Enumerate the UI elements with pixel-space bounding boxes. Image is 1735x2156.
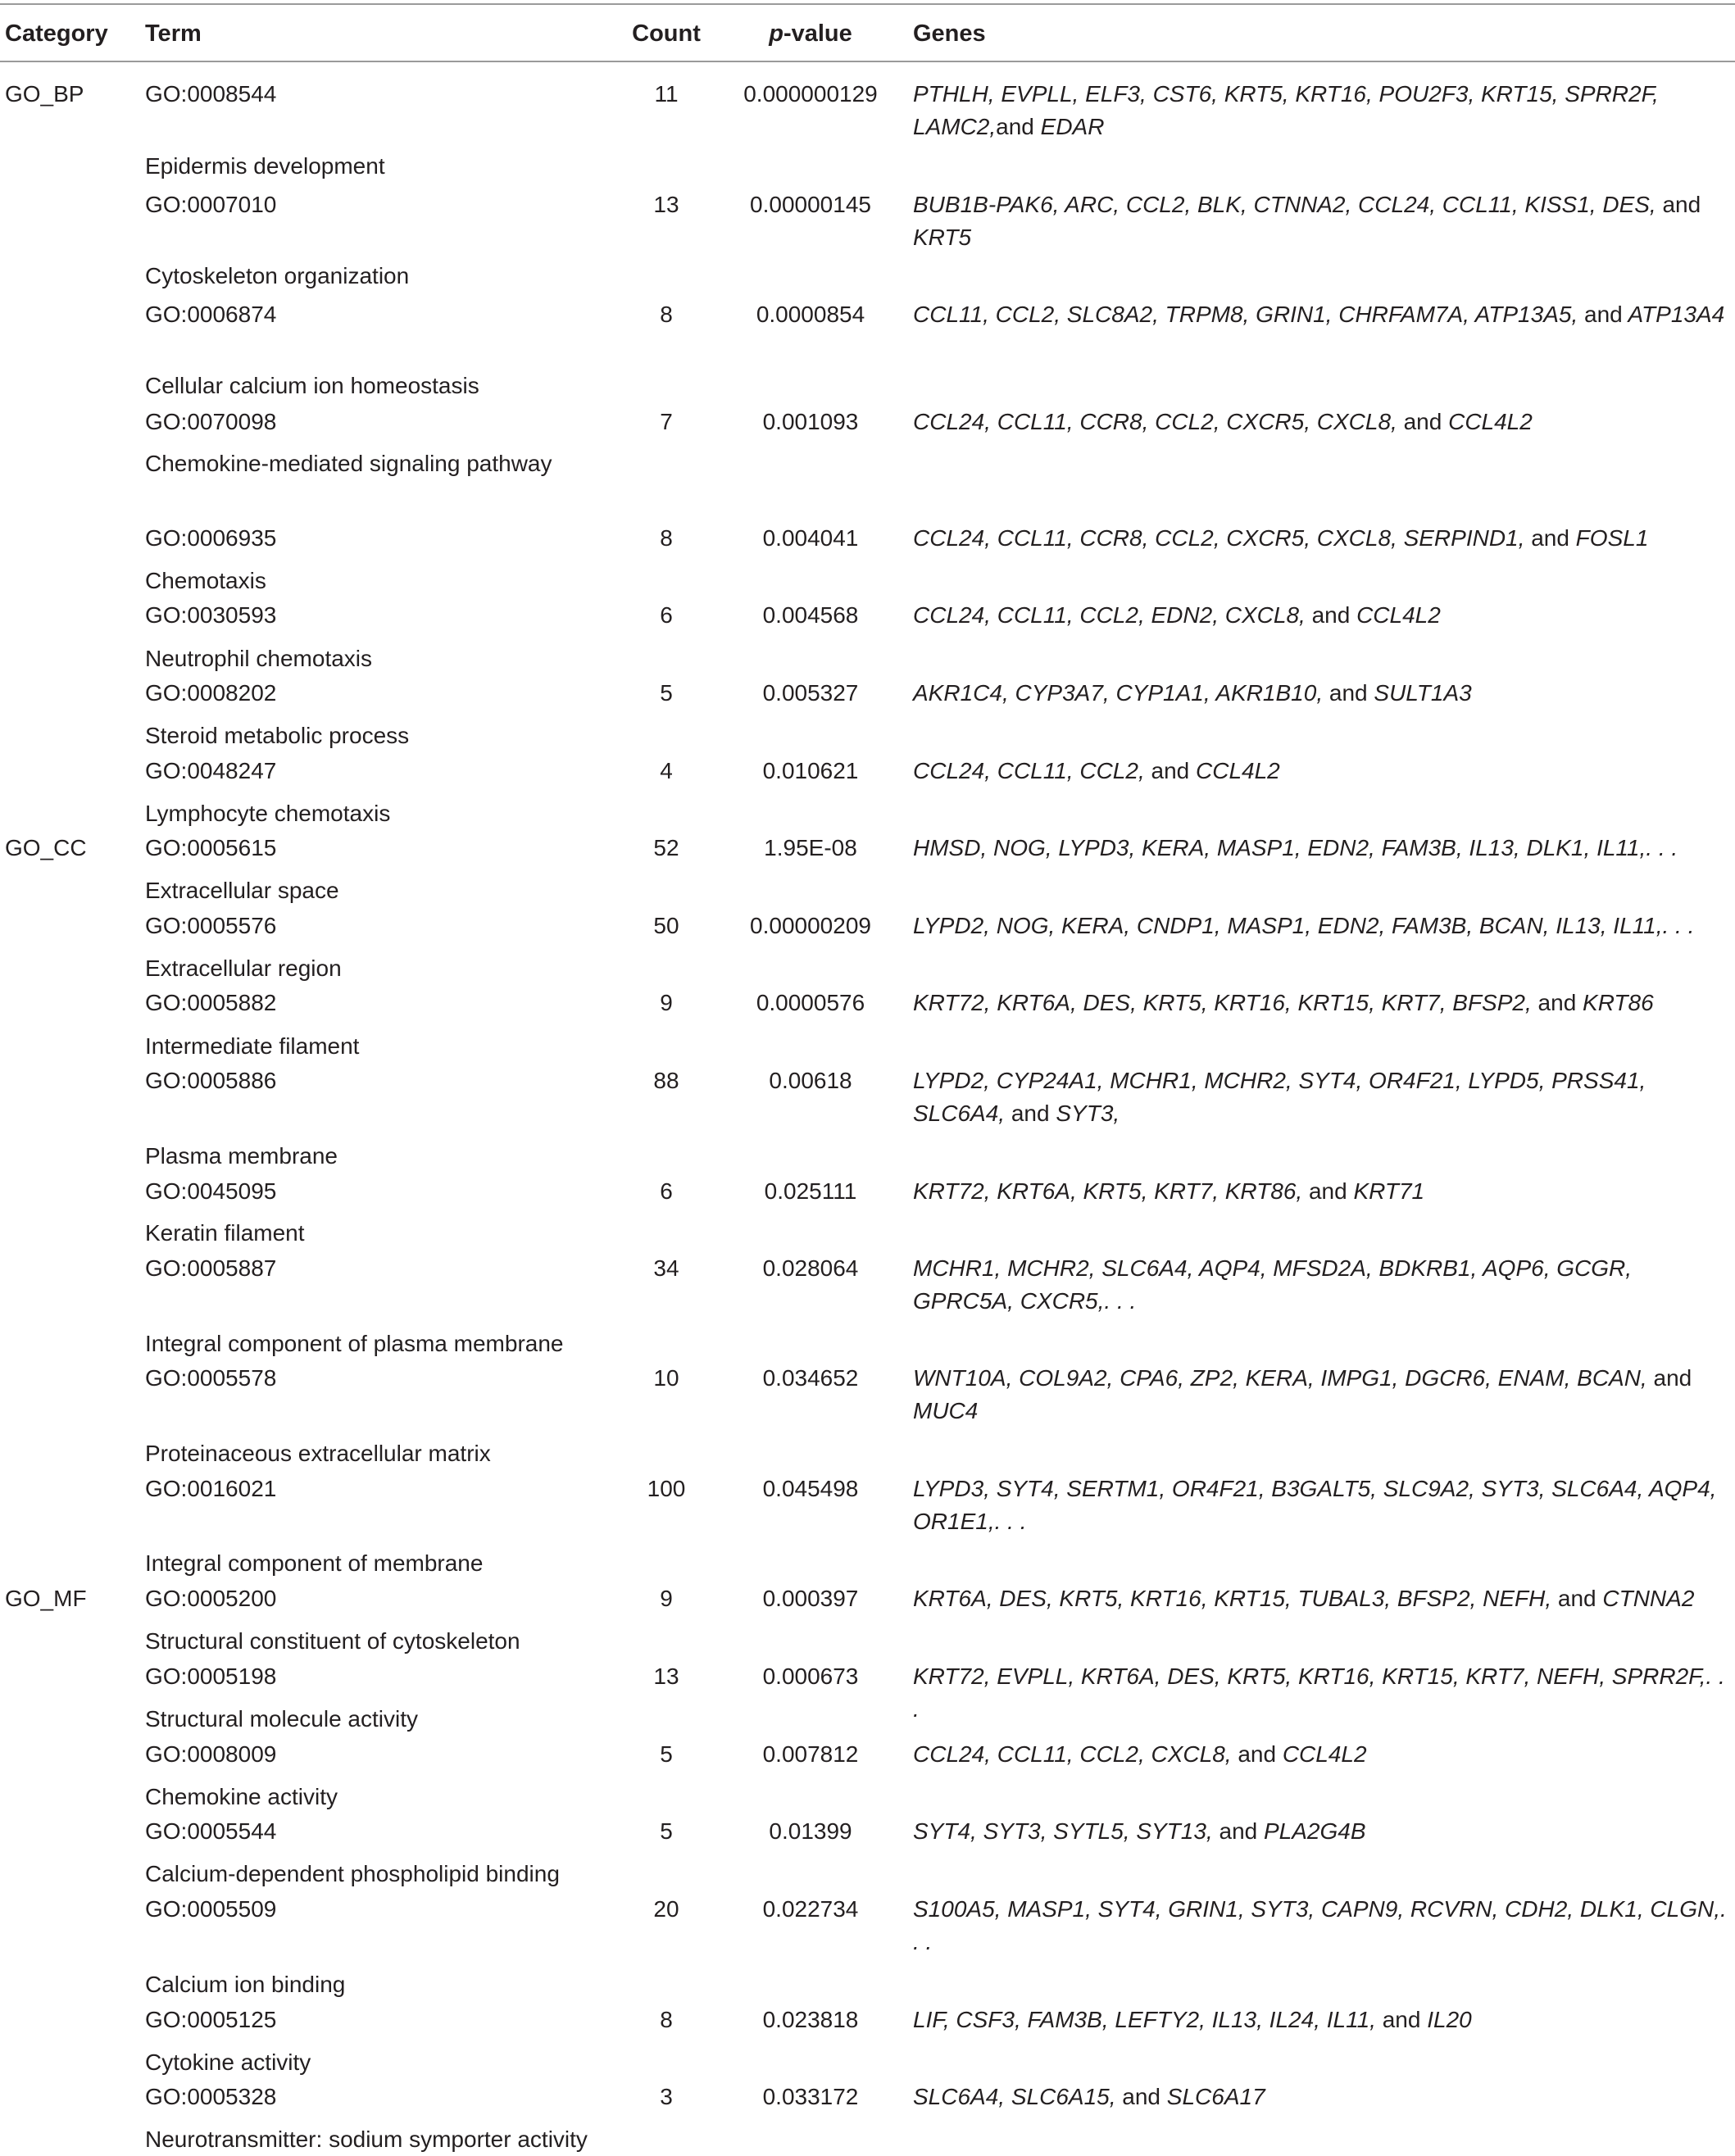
header-term: Term — [145, 20, 202, 47]
count-cell: 13 — [653, 1664, 679, 1689]
genes-cell — [913, 832, 1733, 865]
genes-text: LYPD2, CYP24A1, MCHR1, MCHR2, SYT4, OR4F21, LYPD5, PRSS41, SLC6A4, and SYT3, — [913, 1068, 1646, 1126]
genes-cell — [913, 2081, 1733, 2113]
go-id-cell: GO:0008202 — [145, 680, 277, 706]
count-cell: 11 — [654, 81, 679, 107]
go-id-cell: GO:0045095 — [145, 1178, 277, 1204]
term-name-cell: Steroid metabolic process — [145, 723, 410, 748]
genes-cell — [913, 1252, 1733, 1318]
count-cell: 5 — [660, 1741, 673, 1767]
pvalue-cell: 0.010621 — [762, 758, 859, 783]
go-id-cell: GO:0016021 — [145, 1476, 277, 1501]
genes-cell — [913, 298, 1733, 331]
genes-cell — [913, 987, 1733, 1019]
pvalue-cell: 0.033172 — [762, 2084, 859, 2109]
count-cell: 6 — [660, 602, 673, 628]
go-id-cell: GO:0005544 — [145, 1818, 277, 1844]
genes-cell — [913, 78, 1733, 143]
go-id-cell: GO:0005200 — [145, 1586, 277, 1611]
genes-cell — [913, 522, 1733, 555]
genes-cell — [913, 599, 1733, 632]
pvalue-cell: 0.023818 — [762, 2007, 859, 2032]
term-name-cell: Plasma membrane — [145, 1143, 338, 1169]
count-cell: 88 — [653, 1068, 679, 1093]
term-name-cell: Integral component of plasma membrane — [145, 1331, 564, 1356]
go-id-cell: GO:0008009 — [145, 1741, 277, 1767]
term-name-cell: Keratin filament — [145, 1220, 305, 1246]
genes-text: CCL24, CCL11, CCL2, CXCL8, and CCL4L2 — [913, 1741, 1367, 1767]
genes-text: SLC6A4, SLC6A15, and SLC6A17 — [913, 2084, 1265, 2109]
term-name-cell: Cytoskeleton organization — [145, 263, 410, 288]
pvalue-cell: 0.000000129 — [743, 81, 878, 107]
category-cell: GO_BP — [5, 81, 84, 107]
term-name-cell: Epidermis development — [145, 153, 385, 179]
genes-cell — [913, 188, 1733, 254]
genes-cell — [913, 1362, 1733, 1427]
term-name-cell: Extracellular region — [145, 955, 342, 981]
header-pvalue — [726, 18, 895, 49]
count-cell: 34 — [653, 1255, 679, 1281]
go-id-cell: GO:0005887 — [145, 1255, 277, 1281]
genes-text: WNT10A, COL9A2, CPA6, ZP2, KERA, IMPG1, DGCR6, ENAM, BCAN, and MUC4 — [913, 1365, 1692, 1423]
header-pvalue-suffix: -value — [783, 20, 852, 47]
count-cell: 8 — [660, 302, 673, 327]
count-cell: 7 — [660, 409, 673, 434]
count-cell: 100 — [647, 1476, 686, 1501]
genes-text: LIF, CSF3, FAM3B, LEFTY2, IL13, IL24, IL11, and IL20 — [913, 2007, 1472, 2032]
pvalue-cell: 0.025111 — [764, 1178, 857, 1204]
count-cell: 52 — [653, 835, 679, 860]
header-category: Category — [5, 20, 108, 47]
genes-cell — [913, 2004, 1733, 2036]
genes-cell — [913, 1582, 1733, 1615]
pvalue-cell: 0.004041 — [762, 525, 859, 551]
count-cell: 9 — [660, 1586, 673, 1611]
count-cell: 5 — [660, 680, 673, 706]
genes-cell — [913, 910, 1733, 942]
genes-cell — [913, 1660, 1733, 1726]
count-cell: 5 — [660, 1818, 673, 1844]
term-name-cell: Calcium ion binding — [145, 1972, 346, 1997]
genes-text: KRT72, EVPLL, KRT6A, DES, KRT5, KRT16, KRT15, KRT7, NEFH, SPRR2F,. . . — [913, 1664, 1725, 1722]
term-name-cell: Calcium-dependent phospholipid binding — [145, 1861, 560, 1886]
genes-text: CCL24, CCL11, CCR8, CCL2, CXCR5, CXCL8, SERPIND1, and FOSL1 — [913, 525, 1649, 551]
term-name-cell: Chemotaxis — [145, 568, 266, 593]
header-genes: Genes — [913, 20, 986, 47]
term-name-cell: Cellular calcium ion homeostasis — [145, 373, 479, 398]
go-id-cell: GO:0005198 — [145, 1664, 277, 1689]
go-id-cell: GO:0006935 — [145, 525, 277, 551]
go-id-cell: GO:0005576 — [145, 913, 277, 938]
go-id-cell: GO:0006874 — [145, 302, 277, 327]
genes-cell — [913, 1064, 1733, 1130]
pvalue-cell: 0.007812 — [762, 1741, 859, 1767]
term-name-cell: Lymphocyte chemotaxis — [145, 801, 391, 826]
genes-text: LYPD2, NOG, KERA, CNDP1, MASP1, EDN2, FAM3B, BCAN, IL13, IL11,. . . — [913, 913, 1695, 938]
term-name-cell: Neurotransmitter: sodium symporter activity — [145, 2126, 588, 2152]
genes-cell — [913, 1893, 1733, 1959]
pvalue-cell: 0.000673 — [762, 1664, 859, 1689]
genes-text: CCL11, CCL2, SLC8A2, TRPM8, GRIN1, CHRFAM7A, ATP13A5, and ATP13A4 — [913, 302, 1725, 327]
genes-text: KRT6A, DES, KRT5, KRT16, KRT15, TUBAL3, BFSP2, NEFH, and CTNNA2 — [913, 1586, 1695, 1611]
go-id-cell: GO:0008544 — [145, 81, 277, 107]
genes-cell — [913, 1738, 1733, 1771]
pvalue-cell: 0.00000145 — [750, 192, 871, 217]
go-id-cell: GO:0030593 — [145, 602, 277, 628]
go-id-cell: GO:0007010 — [145, 192, 277, 217]
go-id-cell: GO:0070098 — [145, 409, 277, 434]
pvalue-cell: 0.0000576 — [756, 990, 865, 1015]
count-cell: 20 — [653, 1896, 679, 1922]
genes-cell — [913, 1175, 1733, 1208]
genes-text: CCL24, CCL11, CCR8, CCL2, CXCR5, CXCL8, and CCL4L2 — [913, 409, 1533, 434]
table-header-rule — [0, 61, 1735, 62]
count-cell: 13 — [653, 192, 679, 217]
count-cell: 9 — [660, 990, 673, 1015]
term-name-cell: Chemokine activity — [145, 1784, 338, 1809]
count-cell: 8 — [660, 2007, 673, 2032]
term-name-cell: Cytokine activity — [145, 2049, 311, 2075]
term-name-cell: Neutrophil chemotaxis — [145, 646, 373, 671]
pvalue-cell: 0.00000209 — [750, 913, 871, 938]
genes-text: HMSD, NOG, LYPD3, KERA, MASP1, EDN2, FAM3B, IL13, DLK1, IL11,. . . — [913, 835, 1678, 860]
category-cell: GO_CC — [5, 835, 87, 860]
go-id-cell: GO:0005328 — [145, 2084, 277, 2109]
term-name-cell: Intermediate filament — [145, 1033, 360, 1059]
term-name-cell: Integral component of membrane — [145, 1550, 484, 1576]
term-name-cell: Chemokine-mediated signaling pathway — [145, 451, 552, 476]
term-name-cell: Structural constituent of cytoskeleton — [145, 1628, 520, 1654]
pvalue-cell: 0.022734 — [762, 1896, 859, 1922]
count-cell: 6 — [660, 1178, 673, 1204]
pvalue-cell: 0.028064 — [762, 1255, 859, 1281]
table-top-rule — [0, 3, 1735, 5]
genes-text: KRT72, KRT6A, DES, KRT5, KRT16, KRT15, KRT7, BFSP2, and KRT86 — [913, 990, 1654, 1015]
pvalue-cell: 0.0000854 — [756, 302, 865, 327]
count-cell: 10 — [653, 1365, 679, 1391]
go-id-cell: GO:0048247 — [145, 758, 277, 783]
pvalue-cell: 0.004568 — [762, 602, 859, 628]
genes-cell — [913, 677, 1733, 710]
genes-text: S100A5, MASP1, SYT4, GRIN1, SYT3, CAPN9, RCVRN, CDH2, DLK1, CLGN,. . . — [913, 1896, 1727, 1954]
go-id-cell: GO:0005615 — [145, 835, 277, 860]
category-cell: GO_MF — [5, 1586, 87, 1611]
count-cell: 50 — [653, 913, 679, 938]
genes-cell — [913, 1815, 1733, 1848]
genes-text: MCHR1, MCHR2, SLC6A4, AQP4, MFSD2A, BDKRB1, AQP6, GCGR, GPRC5A, CXCR5,. . . — [913, 1255, 1633, 1314]
pvalue-cell: 1.95E-08 — [764, 835, 857, 860]
genes-text: LYPD3, SYT4, SERTM1, OR4F21, B3GALT5, SLC9A2, SYT3, SLC6A4, AQP4, OR1E1,. . . — [913, 1476, 1717, 1534]
pvalue-cell: 0.001093 — [762, 409, 859, 434]
pvalue-cell: 0.005327 — [762, 680, 859, 706]
genes-cell — [913, 755, 1733, 788]
genes-text: SYT4, SYT3, SYTL5, SYT13, and PLA2G4B — [913, 1818, 1366, 1844]
genes-cell — [913, 1473, 1733, 1538]
count-cell: 8 — [660, 525, 673, 551]
term-name-cell: Structural molecule activity — [145, 1706, 419, 1732]
pvalue-cell: 0.045498 — [762, 1476, 859, 1501]
term-name-cell: Proteinaceous extracellular matrix — [145, 1441, 491, 1466]
header-pvalue-italic: p — [769, 20, 783, 47]
count-cell: 3 — [660, 2084, 673, 2109]
genes-text: AKR1C4, CYP3A7, CYP1A1, AKR1B10, and SULT1A3 — [913, 680, 1472, 706]
go-id-cell: GO:0005882 — [145, 990, 277, 1015]
pvalue-cell: 0.000397 — [762, 1586, 859, 1611]
go-id-cell: GO:0005509 — [145, 1896, 277, 1922]
go-id-cell: GO:0005886 — [145, 1068, 277, 1093]
go-id-cell: GO:0005125 — [145, 2007, 277, 2032]
term-name-cell: Extracellular space — [145, 878, 339, 903]
genes-text: CCL24, CCL11, CCL2, EDN2, CXCL8, and CCL4L2 — [913, 602, 1441, 628]
pvalue-cell: 0.00618 — [769, 1068, 852, 1093]
go-id-cell: GO:0005578 — [145, 1365, 277, 1391]
genes-text: KRT72, KRT6A, KRT5, KRT7, KRT86, and KRT71 — [913, 1178, 1425, 1204]
genes-text: BUB1B-PAK6, ARC, CCL2, BLK, CTNNA2, CCL24, CCL11, KISS1, DES, and KRT5 — [913, 192, 1701, 250]
genes-text: PTHLH, EVPLL, ELF3, CST6, KRT5, KRT16, POU2F3, KRT15, SPRR2F, LAMC2,and EDAR — [913, 81, 1659, 139]
pvalue-cell: 0.01399 — [769, 1818, 852, 1844]
genes-text: CCL24, CCL11, CCL2, and CCL4L2 — [913, 758, 1280, 783]
genes-cell — [913, 406, 1733, 438]
header-count: Count — [632, 20, 701, 47]
count-cell: 4 — [660, 758, 673, 783]
pvalue-cell: 0.034652 — [762, 1365, 859, 1391]
